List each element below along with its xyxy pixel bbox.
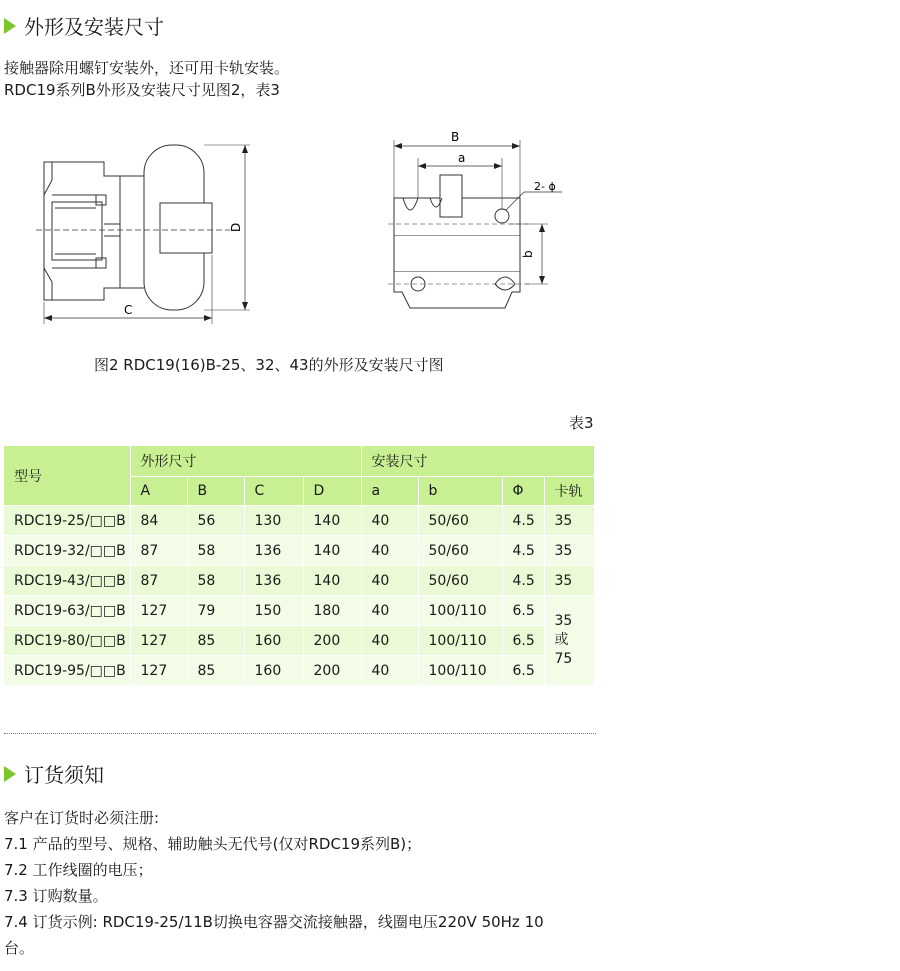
header-col: a — [361, 477, 418, 506]
order-line: 客户在订货时必须注册: — [4, 809, 160, 827]
cell: 56 — [187, 506, 244, 536]
cell-model: RDC19-63/□□B — [4, 596, 130, 626]
dim-label-a: a — [458, 151, 466, 165]
cell: 140 — [303, 506, 361, 536]
cell: 87 — [130, 566, 187, 596]
cell: 100/110 — [418, 596, 502, 626]
cell: 127 — [130, 656, 187, 686]
cell: 79 — [187, 596, 244, 626]
cell: 200 — [303, 656, 361, 686]
order-line: 7.1 产品的型号、规格、辅助触头无代号(仅对RDC19系列B)； — [4, 835, 422, 853]
section-heading-ordering — [4, 759, 104, 788]
cell: 100/110 — [418, 656, 502, 686]
order-line: 台。 — [4, 939, 35, 957]
cell: 40 — [361, 626, 418, 656]
cell: 50/60 — [418, 536, 502, 566]
dim-label-c: C — [124, 303, 133, 317]
intro-line: RDC19系列B外形及安装尺寸见图2，表3 — [4, 81, 280, 99]
order-line: 7.4 订货示例: RDC19-25/11B切换电容器交流接触器，线圈电压220V 50Hz 10 — [4, 913, 544, 931]
header-col: D — [303, 477, 361, 506]
header-outer-dims: 外形尺寸 — [130, 446, 361, 477]
cell: 50/60 — [418, 566, 502, 596]
intro-line: 接触器除用螺钉安装外，还可用卡轨安装。 — [4, 59, 290, 77]
header-model: 型号 — [4, 446, 130, 506]
order-line: 7.3 订购数量。 — [4, 887, 108, 905]
intro-paragraph — [4, 57, 289, 101]
cell: 35 — [544, 506, 594, 536]
cell: 58 — [187, 536, 244, 566]
cell: 4.5 — [502, 506, 544, 536]
cell: 40 — [361, 656, 418, 686]
section-title: 订货须知 — [24, 763, 104, 787]
cell: 150 — [244, 596, 303, 626]
cell: 6.5 — [502, 596, 544, 626]
cell-model: RDC19-80/□□B — [4, 626, 130, 656]
cell: 160 — [244, 626, 303, 656]
table-row — [4, 596, 594, 626]
cell: 4.5 — [502, 566, 544, 596]
front-view-drawing — [388, 140, 562, 308]
cell-model: RDC19-43/□□B — [4, 566, 130, 596]
dim-label-b-lower: b — [521, 250, 535, 258]
header-col: 卡轨 — [544, 477, 594, 506]
header-col: C — [244, 477, 303, 506]
table-header-row — [4, 446, 594, 477]
rail-line: 或 — [554, 632, 569, 648]
figure-caption: 图2 RDC19(16)B-25、32、43的外形及安装尺寸图 — [94, 356, 444, 374]
table-row — [4, 536, 594, 566]
cell: 100/110 — [418, 626, 502, 656]
cell-model: RDC19-32/□□B — [4, 536, 130, 566]
cell-model: RDC19-25/□□B — [4, 506, 130, 536]
cell: 58 — [187, 566, 244, 596]
cell: 85 — [187, 656, 244, 686]
cell: 35 — [544, 566, 594, 596]
rail-line: 75 — [554, 651, 573, 667]
header-mount-dims: 安装尺寸 — [361, 446, 594, 477]
dim-label-phi: 2- ϕ — [534, 180, 556, 193]
dim-label-d: D — [229, 222, 243, 232]
cell: 136 — [244, 566, 303, 596]
table-row — [4, 656, 594, 686]
cell: 87 — [130, 536, 187, 566]
order-line: 7.2 工作线圈的电压； — [4, 861, 153, 879]
section-heading-dimensions — [4, 11, 164, 40]
triangle-bullet-icon — [4, 18, 16, 34]
header-col: A — [130, 477, 187, 506]
cell: 140 — [303, 566, 361, 596]
dim-label-b-upper: B — [451, 130, 460, 144]
cell: 84 — [130, 506, 187, 536]
cell: 6.5 — [502, 626, 544, 656]
cell-rail-merged — [544, 596, 594, 686]
rail-line: 35 — [554, 613, 573, 629]
cell: 6.5 — [502, 656, 544, 686]
cell: 35 — [544, 536, 594, 566]
cell: 40 — [361, 566, 418, 596]
cell: 180 — [303, 596, 361, 626]
cell: 85 — [187, 626, 244, 656]
cell-model: RDC19-95/□□B — [4, 656, 130, 686]
table-number: 表3 — [569, 414, 594, 432]
cell: 40 — [361, 596, 418, 626]
triangle-bullet-icon — [4, 766, 16, 782]
cell: 127 — [130, 626, 187, 656]
header-col: b — [418, 477, 502, 506]
cell: 40 — [361, 536, 418, 566]
cell: 140 — [303, 536, 361, 566]
cell: 136 — [244, 536, 303, 566]
cell: 40 — [361, 506, 418, 536]
table-row — [4, 506, 594, 536]
order-notes — [4, 805, 544, 961]
dimension-table — [4, 446, 594, 686]
header-col: B — [187, 477, 244, 506]
dimension-drawing — [0, 120, 600, 335]
side-view-drawing — [36, 145, 250, 324]
dotted-divider — [4, 733, 596, 734]
table-row — [4, 566, 594, 596]
cell: 127 — [130, 596, 187, 626]
header-col: Φ — [502, 477, 544, 506]
cell: 130 — [244, 506, 303, 536]
table-row — [4, 626, 594, 656]
section-title: 外形及安装尺寸 — [24, 15, 164, 39]
cell: 160 — [244, 656, 303, 686]
cell: 50/60 — [418, 506, 502, 536]
cell: 200 — [303, 626, 361, 656]
cell: 4.5 — [502, 536, 544, 566]
